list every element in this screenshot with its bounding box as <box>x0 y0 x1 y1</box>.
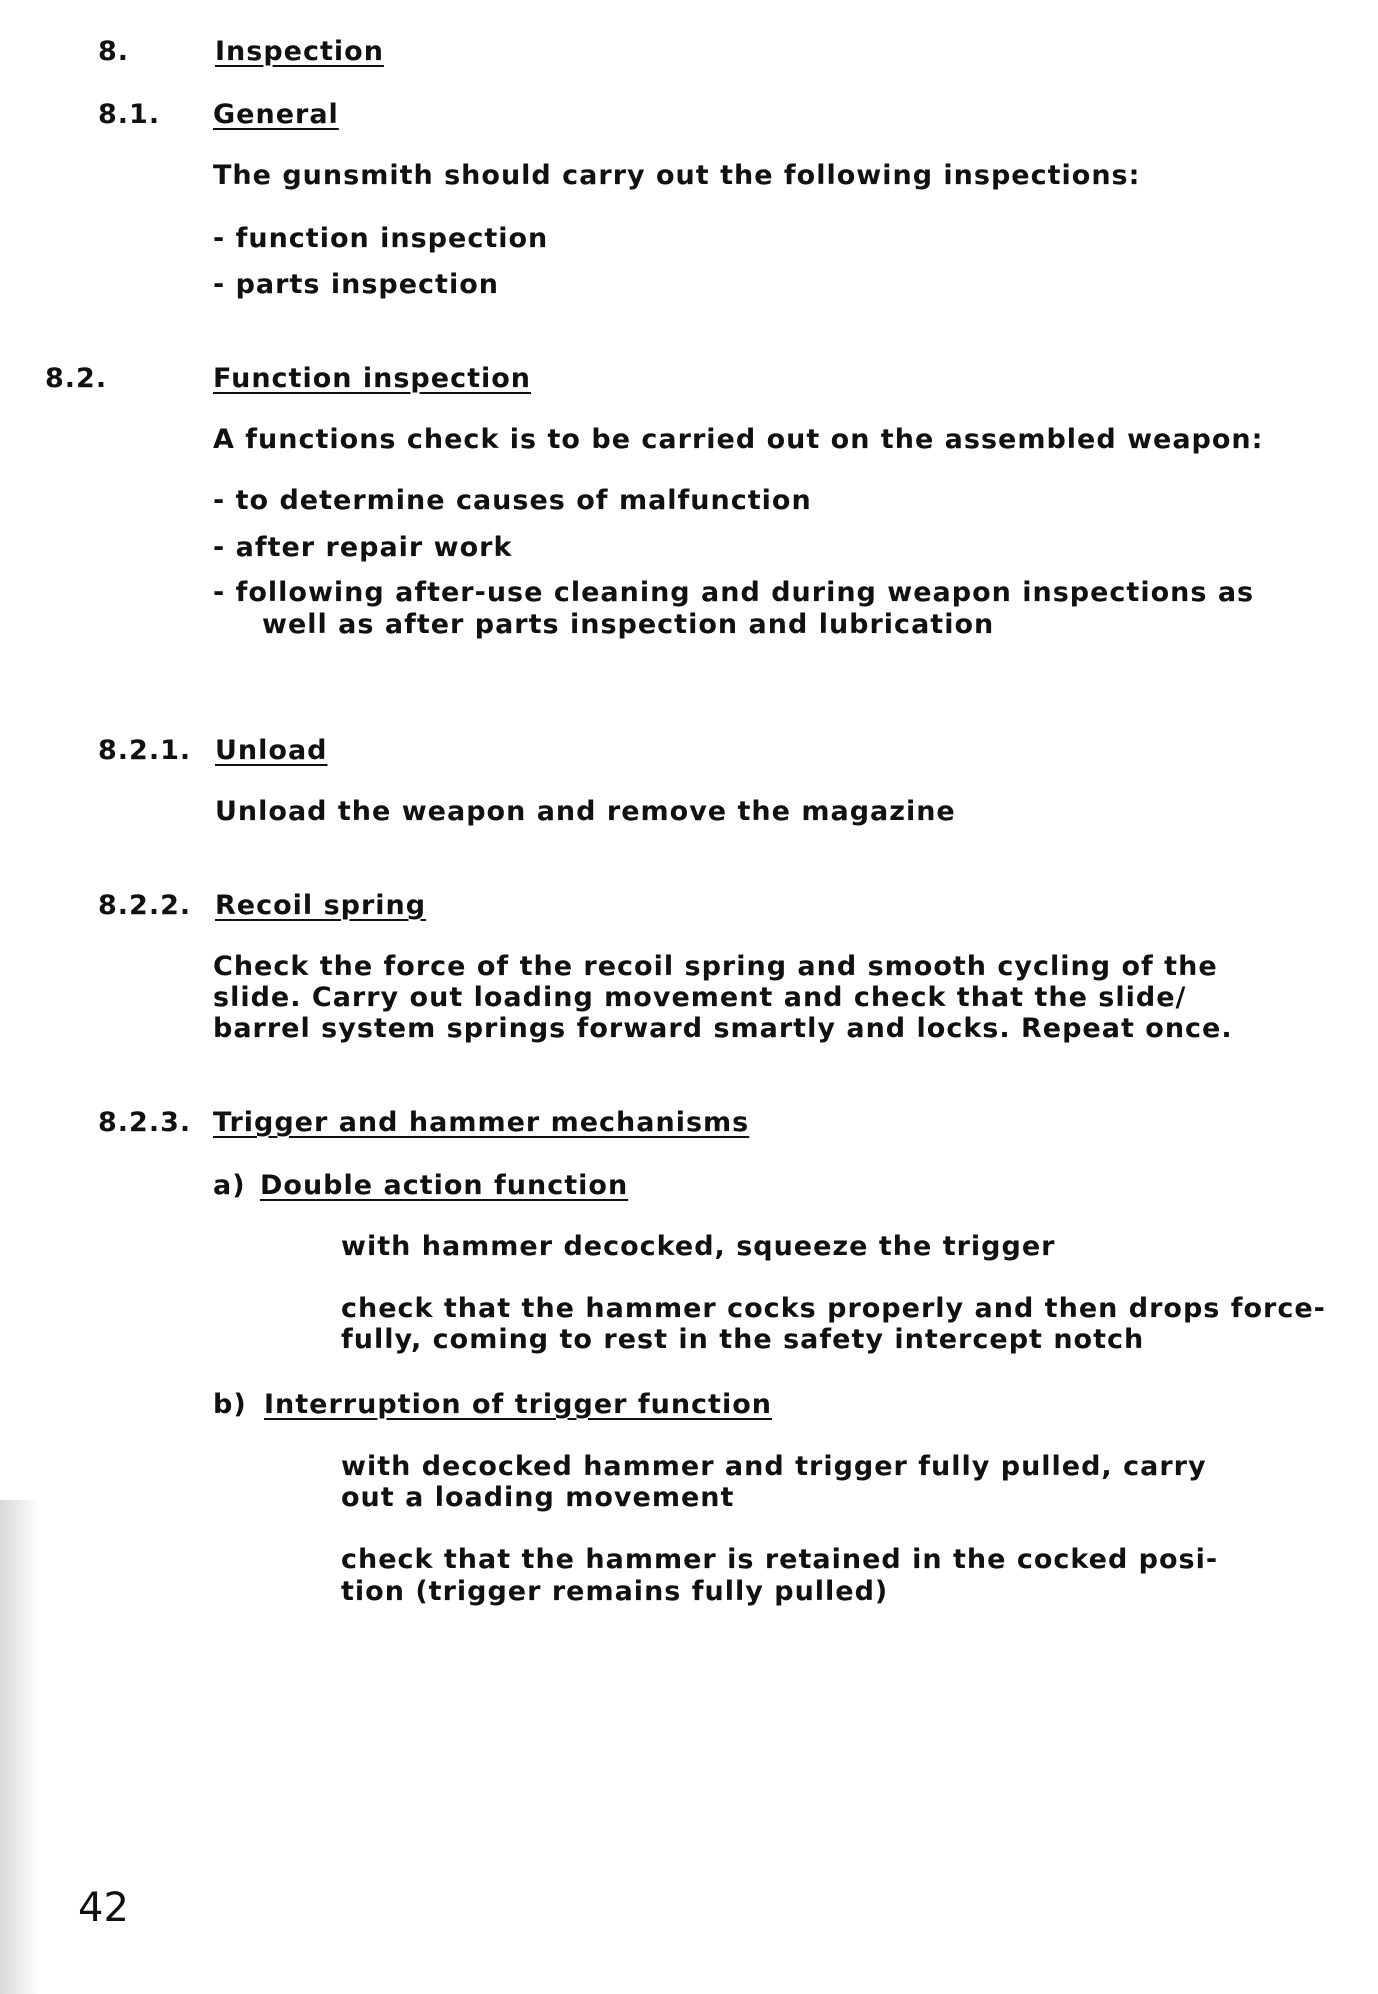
subsection-a-marker: a) <box>213 1170 246 1201</box>
section-8-2-number: 8.2. <box>45 363 108 394</box>
section-8-1-title: General <box>213 99 339 130</box>
subsection-b-marker: b) <box>213 1389 247 1420</box>
paragraph-line: slide. Carry out loading movement and check that the slide/ <box>213 982 1187 1013</box>
list-item-continuation: well as after parts inspection and lubrication <box>262 609 995 640</box>
section-8-number: 8. <box>98 36 130 67</box>
list-item: - after repair work <box>213 532 513 563</box>
page-number: 42 <box>78 1885 129 1931</box>
paragraph-line: tion (trigger remains fully pulled) <box>341 1576 889 1607</box>
section-8-2-title: Function inspection <box>213 363 532 394</box>
paragraph-line: with decocked hammer and trigger fully pulled, carry <box>341 1451 1207 1482</box>
section-8-2-2-title: Recoil spring <box>215 890 427 921</box>
section-8-2-1-text: Unload the weapon and remove the magazine <box>215 796 956 827</box>
list-item: - parts inspection <box>213 269 499 300</box>
paragraph-line: Check the force of the recoil spring and smooth cycling of the <box>213 951 1218 982</box>
section-8-1-number: 8.1. <box>98 99 161 130</box>
section-8-title: Inspection <box>215 36 384 67</box>
paragraph-line: out a loading movement <box>341 1482 735 1513</box>
list-item: - function inspection <box>213 223 549 254</box>
page-edge-shadow <box>0 1500 40 1994</box>
section-8-2-3-number: 8.2.3. <box>98 1107 192 1138</box>
section-8-2-1-number: 8.2.1. <box>98 735 192 766</box>
section-8-2-2-number: 8.2.2. <box>98 890 192 921</box>
subsection-a-text: with hammer decocked, squeeze the trigger <box>341 1231 1056 1262</box>
paragraph-line: check that the hammer is retained in the cocked posi- <box>341 1544 1219 1575</box>
list-item: - to determine causes of malfunction <box>213 485 812 516</box>
section-8-1-intro: The gunsmith should carry out the following inspections: <box>213 160 1141 191</box>
section-8-2-1-title: Unload <box>215 735 328 766</box>
list-item: - following after-use cleaning and during weapon inspections as <box>213 577 1255 608</box>
section-8-2-3-title: Trigger and hammer mechanisms <box>213 1107 750 1138</box>
paragraph-line: check that the hammer cocks properly and then drops force- <box>341 1293 1326 1324</box>
subsection-b-title: Interruption of trigger function <box>264 1389 772 1420</box>
paragraph-line: barrel system springs forward smartly and locks. Repeat once. <box>213 1013 1233 1044</box>
subsection-a-title: Double action function <box>260 1170 629 1201</box>
section-8-2-intro: A functions check is to be carried out on the assembled weapon: <box>213 424 1264 455</box>
paragraph-line: fully, coming to rest in the safety intercept notch <box>341 1324 1145 1355</box>
